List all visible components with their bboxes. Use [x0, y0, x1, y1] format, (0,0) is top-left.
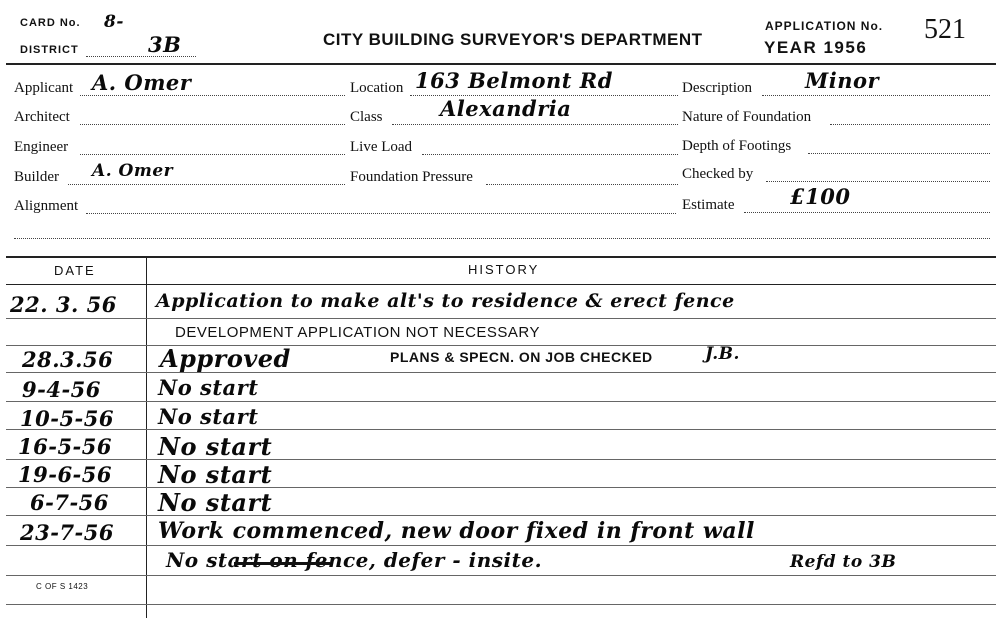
header-divider [6, 63, 996, 65]
history-date: 16-5-56 [18, 434, 112, 459]
architect-label: Architect [14, 109, 70, 125]
history-date: 23-7-56 [20, 520, 114, 545]
estimate-value: £100 [790, 184, 851, 209]
ruled-line [6, 318, 996, 319]
history-entry: Application to make alt's to residence & erect fence [156, 290, 735, 312]
ruled-line [6, 575, 996, 576]
date-column-header: DATE [54, 263, 96, 278]
live-load-dotline [422, 154, 678, 155]
year-label: YEAR 1956 [764, 38, 868, 57]
application-number: 521 [924, 14, 966, 45]
history-date: 19-6-56 [18, 462, 112, 487]
department-title: CITY BUILDING SURVEYOR'S DEPARTMENT [323, 30, 703, 49]
card-no-value: 8- [104, 12, 124, 32]
history-entry: Work commenced, new door fixed in front wall [158, 518, 755, 544]
table-header-rule [6, 284, 996, 285]
builder-value: A. Omer [92, 161, 174, 181]
ruled-line [6, 429, 996, 430]
applicant-dotline [80, 95, 345, 96]
history-entry: No start [158, 488, 273, 517]
ruled-line [6, 372, 996, 373]
district-dotline [86, 56, 196, 57]
checker-initials: J.B. [705, 344, 740, 364]
history-column-header: HISTORY [468, 262, 540, 277]
nature-foundation-dotline [830, 124, 990, 125]
description-dotline [762, 95, 990, 96]
class-label: Class [350, 109, 383, 125]
applicant-value: A. Omer [92, 70, 192, 95]
nature-foundation-label: Nature of Foundation [682, 109, 812, 125]
depth-footings-label: Depth of Footings [682, 138, 792, 154]
description-label: Description [682, 80, 752, 96]
foundation-pressure-label: Foundation Pressure [350, 169, 473, 185]
engineer-dotline [80, 154, 345, 155]
location-value: 163 Belmont Rd [415, 68, 613, 93]
history-entry: No start [158, 375, 259, 400]
history-entry: No start on fence, defer - insite. [166, 548, 543, 572]
history-entry: No start [158, 404, 259, 429]
history-date: 28.3.56 [22, 347, 114, 372]
ruled-line [6, 604, 996, 605]
table-top-rule [6, 256, 996, 258]
ruled-line [6, 545, 996, 546]
foundation-pressure-dotline [486, 184, 678, 185]
district-value: 3B [148, 32, 182, 57]
class-dotline [392, 124, 678, 125]
ruled-line [6, 459, 996, 460]
plans-checked-stamp: PLANS & SPECN. ON JOB CHECKED [390, 349, 653, 365]
architect-dotline [80, 124, 345, 125]
description-value: Minor [805, 68, 880, 93]
history-entry: Approved [160, 344, 291, 373]
ruled-line [6, 401, 996, 402]
date-column-divider [146, 256, 147, 618]
form-code: C OF S 1423 [36, 582, 89, 591]
history-date: 10-5-56 [20, 406, 114, 431]
live-load-label: Live Load [350, 139, 413, 155]
fields-bottom-dotline [14, 238, 990, 239]
checked-by-label: Checked by [682, 166, 754, 182]
history-date: 6-7-56 [30, 490, 109, 515]
checked-by-dotline [766, 181, 990, 182]
applicant-label: Applicant [14, 80, 74, 96]
strikethrough-mark [234, 562, 330, 565]
history-entry: No start [158, 460, 273, 489]
card-no-label: CARD No. [20, 17, 81, 29]
location-label: Location [350, 80, 404, 96]
development-stamp: DEVELOPMENT APPLICATION NOT NECESSARY [175, 324, 540, 341]
estimate-label: Estimate [682, 197, 735, 213]
ruled-line [6, 515, 996, 516]
class-value: Alexandria [440, 96, 572, 121]
estimate-dotline [744, 212, 990, 213]
district-label: DISTRICT [20, 44, 79, 56]
application-no-label: APPLICATION No. [765, 19, 884, 33]
ruled-line [6, 487, 996, 488]
ruled-line [6, 345, 996, 346]
history-entry: No start [158, 432, 273, 461]
builder-label: Builder [14, 169, 59, 185]
alignment-label: Alignment [14, 198, 79, 214]
history-date: 9-4-56 [22, 377, 101, 402]
history-date: 22. 3. 56 [10, 292, 117, 317]
alignment-dotline [86, 213, 676, 214]
engineer-label: Engineer [14, 139, 69, 155]
referral-note: Refd to 3B [790, 552, 897, 572]
depth-footings-dotline [808, 153, 990, 154]
builder-dotline [68, 184, 345, 185]
